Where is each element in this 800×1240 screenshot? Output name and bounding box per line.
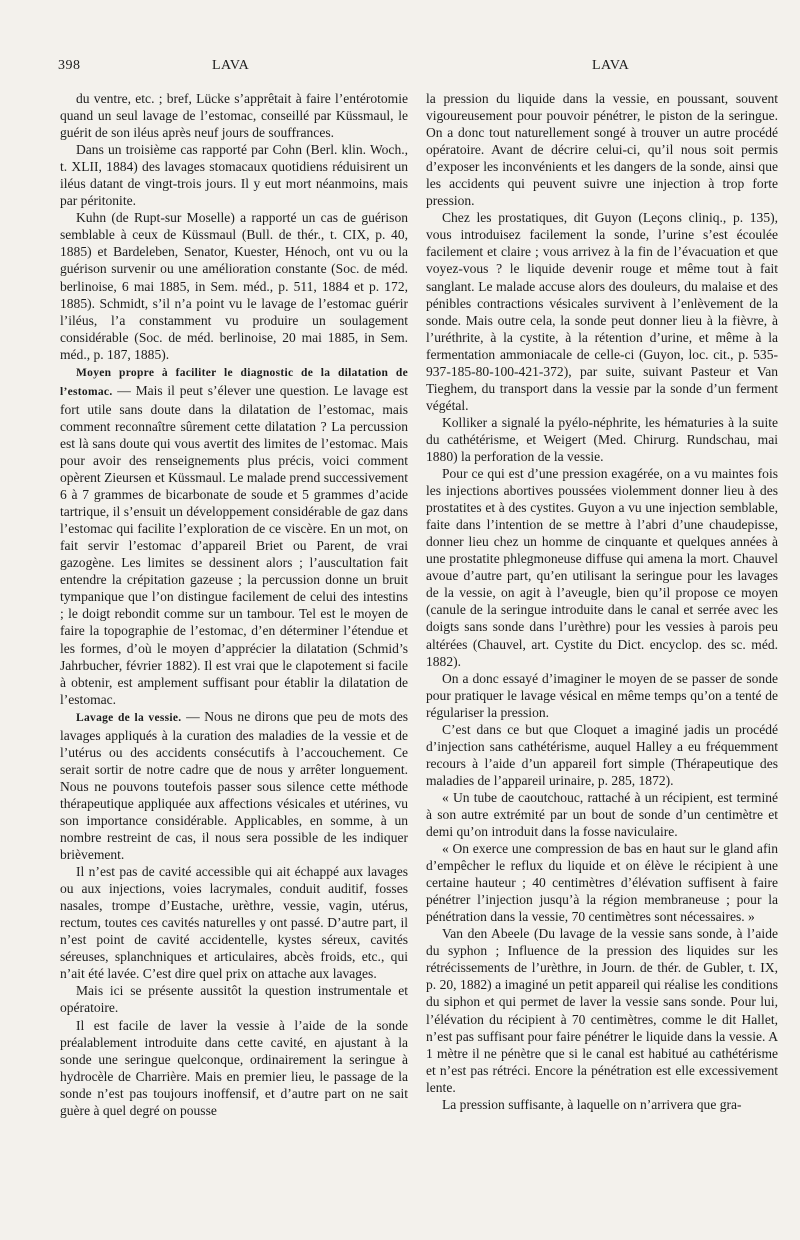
section-heading: Moyen propre à faciliter le diagnostic de la dilatation de l’estomac. [60, 366, 408, 398]
running-head-left: LAVA [212, 58, 250, 73]
left-column [60, 90, 408, 1119]
paragraph: On a donc essayé d’imaginer le moyen de se passer de sonde pour pratiquer le lavage vésical en même temps qu’on a tenté de régulariser la pression. [426, 670, 778, 720]
paragraph: Il est facile de laver la vessie à l’aide de la sonde préalablement introduite dans cette cavité, en ajustant à la sonde une seringue quelconque, ordinairement la seringue à hydrocèle de Charrière. Mais en premier lieu, le passage de la sonde n’est pas toujours inoffensif, et d’autre part on ne sait guère à quel degré on pousse [60, 1017, 408, 1118]
paragraph: Mais ici se présente aussitôt la question instrumentale et opératoire. [60, 983, 408, 1016]
paragraph: Chez les prostatiques, dit Guyon (Leçons cliniq., p. 135), vous introduisez facilement la sonde, l’urine s’est écoulée facilement et claire ; vous arrivez à la fin de l’évacuation et que voyez-vous ? le liquide devenir rouge et même tout à fait sanglant. Le malade accuse alors des douleurs, du malaise et des pénibles contractions vésicales survivent à l’enlèvement de la sonde. Mais outre cela, la sonde peut donner lieu à la fièvre, à l’uréthrite, à la cystite, à la rétention d’urine, et même à la fermentation ammoniacale de celle-ci (Guyon, loc. cit., p. 535-937-185-80-100-421-372), par suite, suivant Pasteur et Van Tieghem, du transport dans la vessie par la sonde d’un ferment végétal. [426, 210, 778, 413]
paragraph: « On exerce une compression de bas en haut sur le gland afin d’empêcher le reflux du liquide et on élève le récipient à une certaine hauteur ; 40 centimètres d’élévation suffisent à faire pénétrer l’injection jusqu’à la région membraneuse ; pour la pénétration dans la vessie, 70 centimètres sont nécessaires. » [426, 841, 778, 925]
paragraph: Van den Abeele (Du lavage de la vessie sans sonde, à l’aide du syphon ; Influence de la pression des liquides sur les rétrécissements de l’urèthre, in Journ. de thér. de Gubler, t. IX, p. 20, 1882) a imaginé un petit appareil qui réalise les conditions du siphon et qui permet de laver la vessie sans sonde. Pour lui, l’élévation du récipient à 70 centimètres, comme le dit Hallet, n’est pas suffisant pour faire pénétrer le liquide dans la vessie. A 1 mètre il ne pénètre que si le canal est habitué au cathétérisme et n’est pas rétréci. Encore la pénétration est elle excessivement lente. [426, 926, 778, 1095]
paragraph: du ventre, etc. ; bref, Lücke s’apprêtait à faire l’entérotomie quand un seul lavage de l’estomac, conseillé par Küssmaul, le guérit de son iléus après neuf jours de souffrances. [60, 91, 408, 141]
section-paragraph: Lavage de la vessie. — Nous ne dirons que peu de mots des lavages appliqués à la curation des maladies de la vessie et de l’utérus ou des accidents consécutifs à l’accouchement. Ce serait sortir de notre cadre que de nous y arrêter longuement. Nous ne pouvons toutefois passer sous silence cette méthode thérapeutique appliquée aux affections vésicales et utérines, vu son importance considérable. Applicables, en somme, à un nombre restreint de cas, il nous sera possible de les indiquer brièvement. [60, 708, 408, 863]
paragraph: « Un tube de caoutchouc, rattaché à un récipient, est terminé à son autre extrémité par un bout de sonde d’un centimètre et demi qu’on introduit dans la fosse naviculaire. [426, 789, 778, 840]
section-paragraph: Moyen propre à faciliter le diagnostic de la dilatation de l’estomac. — Mais il peut s’élever une question. Le lavage est fort utile sans doute dans la dilatation de l’estomac, mais comment reconnaître sûrement cette dilatation ? La percussion est là sans doute qui vous avertit des limites de l’estomac. Mais pour avoir des renseignements plus précis, voici comment opèrent Zieursen et Küssmaul. Le malade prend successivement 6 à 7 grammes de bicarbonate de soude et 5 grammes d’acide tartrique, il s’ensuit un développement considérable de gaz dans l’estomac qui facilite l’exploration de ce viscère. En un mot, on fait servir l’estomac d’appareil Briet ou Parent, de vrai gazogène. Les limites se dessinent alors ; l’auscultation fait entendre la crépitation gazeuse ; la percussion donne un bruit tympanique que l’on distingue facilement de celui des intestins ; le doigt rebondit comme sur un tambour. Tel est le moyen de faire la topographie de l’estomac, d’en déterminer l’étendue et les formes, d’où le moyen d’apprécier la dilatation (Schmid’s Jahrbucher, février 1882). Il est vrai que le clapotement si facile à obtenir, est amplement suffisant pour établir la dilatation de l’estomac. [60, 366, 408, 707]
paragraph: Dans un troisième cas rapporté par Cohn (Berl. klin. Woch., t. XLII, 1884) des lavages stomacaux quotidiens réduisirent un iléus datant de vingt-trois jours. Il y eut mort néanmoins, mais par péritonite. [60, 142, 408, 209]
page-number: 398 [58, 58, 81, 73]
paragraph: Pour ce qui est d’une pression exagérée, on a vu maintes fois les injections abortives poussées violemment donner lieu à des prostatites et à des cystites. Guyon a vu une injection semblable, faite dans l’intention de se mettre à l’abri d’une chaudepisse, donner lieu chez un homme de cinquante et quelques années à une prostatite phlegmoneuse diffuse qui amena la mort. Chauvel avoue d’autre part, qu’en utilisant la seringue pour les lavages de la vessie, on agit à l’aveugle, bien qu’il propose ce moyen (canule de la seringue introduite dans le canal et serrée avec les doigts sans sonde dans l’urèthre) pour les vessies à parois peu altérées (Chauvel, art. Cystite du Dict. encyclop. des sc. méd. 1882). [426, 466, 778, 669]
paragraph: Kuhn (de Rupt-sur Moselle) a rapporté un cas de guérison semblable à ceux de Küssmaul (Bull. de thér., t. CIX, p. 40, 1885) et Bardeleben, Senator, Kuester, Hénoch, ont vu ou la guérison survenir ou une amélioration constante (Soc. de méd. berlinoise, 6 mai 1885, in Sem. méd., p. 511, 1884 et p. 172, 1885). Schmidt, s’il n’a point vu le lavage de l’estomac guérir l’iléus, l’a constamment vu produire un soulagement considérable (Soc. de méd. berlinoise, 20 mai 1885, in Sem. méd., p. 187, 1885). [60, 210, 408, 362]
paragraph: Kolliker a signalé la pyélo-néphrite, les hématuries à la suite du cathétérisme, et Weigert (Med. Chirurg. Rundschau, mai 1880) la perforation de la vessie. [426, 414, 778, 464]
right-column [426, 90, 778, 1113]
paragraph: Il n’est pas de cavité accessible qui ait échappé aux lavages ou aux injections, voies lacrymales, conduit auditif, fosses nasales, trompe d’Eustache, urèthre, vessie, vagin, utérus, rectum, toutes ces cavités naturelles y ont passé. D’autre part, il n’est point de cavité accidentelle, kystes séreux, cavités séreuses, splanchniques et articulaires, abcès froids, etc., qui n’ait été lavée. C’est dire quel prix on attache aux lavages. [60, 864, 408, 982]
running-head-right: LAVA [592, 58, 630, 73]
paragraph: la pression du liquide dans la vessie, en poussant, souvent vigoureusement pour pouvoir pénétrer, le piston de la seringue. On a donc tout naturellement songé à trouver un autre procédé opératoire. Avant de décrire celui-ci, qu’il nous soit permis d’exposer les inconvénients et les dangers de la sonde, ainsi que les accidents qui peuvent suivre une injection à trop forte pression. [426, 91, 778, 209]
section-heading: Lavage de la vessie. [76, 711, 182, 724]
paragraph: La pression suffisante, à laquelle on n’arrivera que gra- [442, 1096, 742, 1112]
paragraph: C’est dans ce but que Cloquet a imaginé jadis un procédé d’injection sans cathétérisme, auquel Halley a eu fréquemment recours à l’aide d’un appareil fort simple (Thérapeutique des maladies de l’appareil urinaire, p. 285, 1872). [426, 721, 778, 788]
